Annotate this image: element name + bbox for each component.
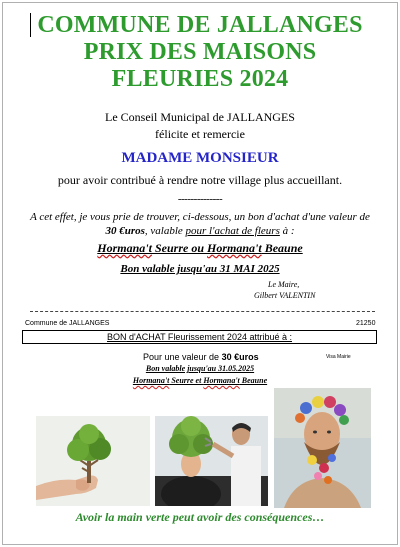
signature-name: Gilbert VALENTIN <box>254 291 316 300</box>
a-text: à : <box>279 225 295 237</box>
shop-name: Hormana't <box>97 241 152 255</box>
valable-text: , valable <box>144 225 186 237</box>
coupon-valeur <box>143 352 259 362</box>
shop-name: Hormana't <box>132 376 170 385</box>
shop-name: Hormana't <box>207 241 262 255</box>
tree-haircut-illustration <box>155 416 268 506</box>
bon-achat-line-2 <box>0 225 400 237</box>
coupon-postal-code: 21250 <box>356 320 376 327</box>
coupon-header-box <box>22 330 377 344</box>
coupon-validity <box>100 364 300 373</box>
bon-achat-line-1: A cet effet, je vous prie de trouver, ci-dessous, un bon d'achat d'une valeur de <box>30 211 370 223</box>
shop-city: Seurre et <box>169 376 204 385</box>
title-fleuries: FLEURIES 2024 <box>111 66 289 92</box>
coupon-header: BON d'ACHAT Fleurissement 2024 attribué à : <box>107 332 292 342</box>
valeur-prefix: Pour une valeur de <box>143 352 222 362</box>
title-prix: PRIX DES MAISONS <box>83 39 317 65</box>
title-commune: COMMUNE DE JALLANGES <box>37 12 363 38</box>
shop-name: Hormana't <box>203 376 240 385</box>
signature-role: Le Maire, <box>268 280 300 289</box>
contribution-line: pour avoir contribué à rendre notre village plus accueillant. <box>57 173 343 187</box>
coupon-shops <box>100 376 300 385</box>
shop-city: Beaune <box>261 241 303 255</box>
coupon-validity-text: Bon valable jusqu'au 31.05.2025 <box>145 364 255 373</box>
visa-mairie: Visa Mairie <box>326 354 351 360</box>
tree-haircut-photo <box>155 416 268 506</box>
coupon-commune: Commune de JALLANGES <box>25 320 110 327</box>
slogan: Avoir la main verte peut avoir des conséquences… <box>75 510 325 524</box>
civilite-heading: MADAME MONSIEUR <box>121 150 279 166</box>
cut-line <box>30 311 375 312</box>
felicite-line: félicite et remercie <box>155 127 245 141</box>
separator-dashes: -------------- <box>177 193 223 205</box>
shop-city: Seurre ou <box>151 241 207 255</box>
valeur-montant: 30 €uros <box>221 352 259 362</box>
flower-beard-photo <box>274 388 371 508</box>
achat-fleurs-text: pour l'achat de fleurs <box>185 225 280 237</box>
validity-line <box>0 263 400 275</box>
shop-city: Beaune <box>239 376 268 385</box>
validity-text: Bon valable jusqu'au 31 MAI 2025 <box>120 263 280 275</box>
flower-beard-illustration <box>274 388 371 508</box>
montant: 30 €uros <box>105 225 145 237</box>
tree-in-hand-photo <box>36 416 150 506</box>
shops-line <box>0 241 400 256</box>
tree-in-hand-illustration <box>36 416 150 506</box>
conseil-line: Le Conseil Municipal de JALLANGES <box>105 110 295 124</box>
